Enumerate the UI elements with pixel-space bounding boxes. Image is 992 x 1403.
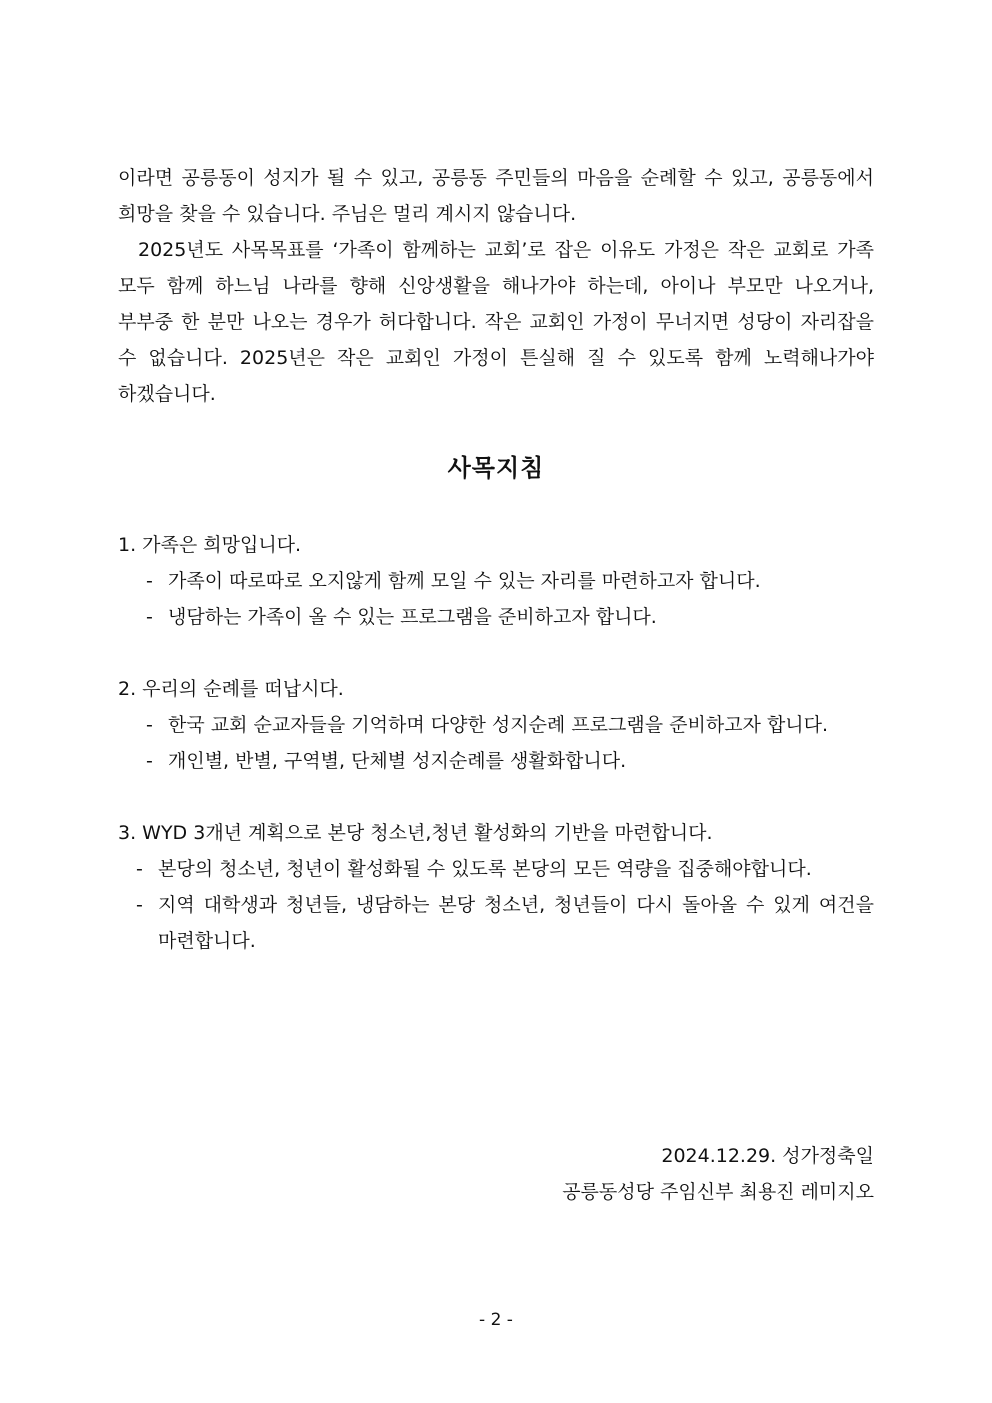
signature-date: 2024.12.29. 성가정축일 (661, 1145, 874, 1167)
body-paragraph-1: 이라면 공릉동이 성지가 될 수 있고, 공릉동 주민들의 마음을 순례할 수 있고, 공릉동에서 희망을 찾을 수 있습니다. 주님은 멀리 계시지 않습니다. (118, 167, 874, 225)
bullet-text: 본당의 청소년, 청년이 활성화될 수 있도록 본당의 모든 역량을 집중해야합니다. (158, 858, 812, 880)
guideline-3 (118, 815, 874, 959)
bullet-text: 개인별, 반별, 구역별, 단체별 성지순례를 생활화합니다. (168, 750, 627, 772)
guidelines-list (118, 527, 874, 959)
guideline-bullet (118, 887, 874, 959)
guideline-title: 1. 가족은 희망입니다. (118, 534, 302, 556)
bullet-text: 가족이 따로따로 오지않게 함께 모일 수 있는 자리를 마련하고자 합니다. (168, 570, 761, 592)
guideline-title: 2. 우리의 순례를 떠납시다. (118, 678, 344, 700)
signature-block (562, 1138, 874, 1210)
bullet-marker: - (136, 894, 143, 916)
bullet-marker: - (146, 750, 153, 772)
body-text (118, 160, 874, 412)
guideline-bullet (118, 743, 874, 779)
signature-author: 공릉동성당 주임신부 최용진 레미지오 (562, 1181, 874, 1203)
bullet-text: 냉담하는 가족이 올 수 있는 프로그램을 준비하고자 합니다. (168, 606, 657, 628)
guideline-1 (118, 527, 874, 635)
bullet-marker: - (136, 858, 143, 880)
guideline-bullet (118, 599, 874, 635)
body-paragraph-2: 2025년도 사목목표를 ‘가족이 함께하는 교회’로 잡은 이유도 가정은 작은 교회로 가족 모두 함께 하느님 나라를 향해 신앙생활을 해나가야 하는데, 아이나 부모만 나오거나, 부부중 한 분만 나오는 경우가 허다합니다. 작은 교회인 가정이 무너지면 성당이 자리잡을 수 없습니다. 2025년은 작은 교회인 가정이 튼실해 질 수 있도록 함께 노력해나가야 하겠습니다. (118, 239, 874, 405)
bullet-marker: - (146, 606, 153, 628)
page-number: - 2 - (479, 1310, 513, 1330)
bullet-marker: - (146, 714, 153, 736)
bullet-text: 지역 대학생과 청년들, 냉담하는 본당 청소년, 청년들이 다시 돌아올 수 있게 여건을 마련합니다. (158, 894, 874, 952)
bullet-marker: - (146, 570, 153, 592)
guideline-bullet (118, 851, 874, 887)
guideline-bullet (118, 563, 874, 599)
bullet-text: 한국 교회 순교자들을 기억하며 다양한 성지순례 프로그램을 준비하고자 합니다. (168, 714, 829, 736)
guideline-bullet (118, 707, 874, 743)
guideline-2 (118, 671, 874, 779)
section-title: 사목지침 (447, 454, 545, 482)
guideline-title: 3. WYD 3개년 계획으로 본당 청소년,청년 활성화의 기반을 마련합니다. (118, 822, 713, 844)
